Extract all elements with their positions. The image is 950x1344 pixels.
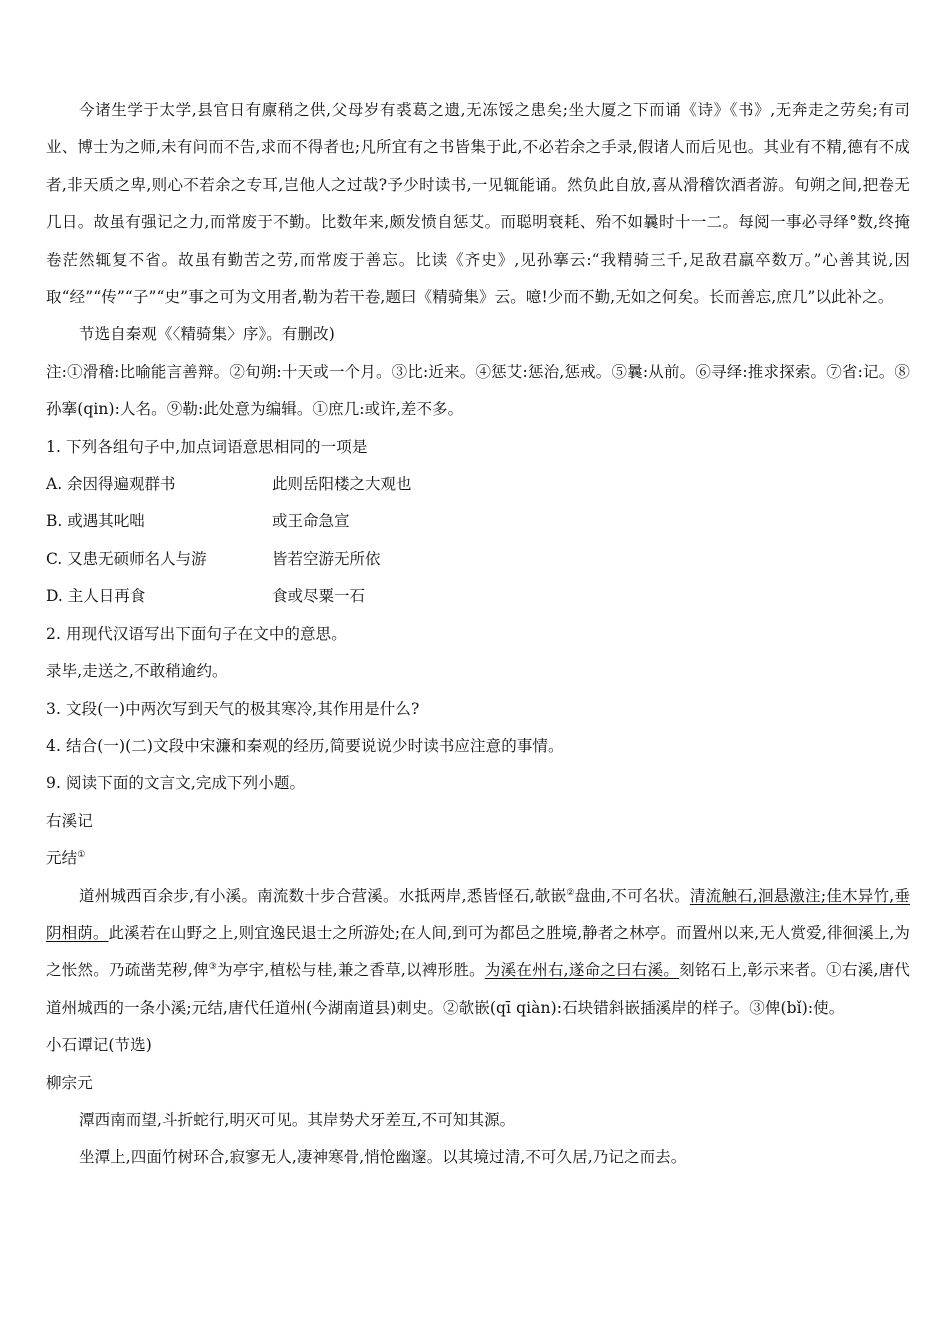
xiaoshitanji-paragraph-2: 坐潭上,四面竹树环合,寂寥无人,凄神寒骨,悄怆幽邃。以其境过清,不可久居,乃记之而去。 [79,1148,687,1167]
option-b-left: B. 或遇其叱咄 [46,512,145,531]
footnote-mark-3: ③ [208,962,218,973]
passage-paragraph: 今诸生学于太学,县官日有廪稍之供,父母岁有裘葛之遗,无冻馁之患矣;坐大厦之下而诵《诗》《书》,无奔走之劳矣;有司业、博士为之师,未有问而不告,求而不得者也;凡所宜有之书皆集于此,不必若余之手录,假诸人而后见也。其业有不精,德有不成者,非天质之卑,则心不若余之专耳,岂他人之过哉?予少时读书,一见辄能诵。然负此自放,喜从滑稽饮酒者游。旬朔之间,把卷无几日。故虽有强记之力,而常废于不勤。比数年来,颇发愤自惩艾。而聪明衰耗、殆不如曩时十一二。每阅一事必寻绎°数,终掩卷茫然辄复不省。故虽有勤苦之劳,而常废于善忘。比读《齐史》,见孙搴云:“我精骑三千,足敌君羸卒数万。”心善其说,因取“经”“传”“子”“史”事之可为文用者,勒为若干卷,题曰《精骑集》云。噫!少而不勤,无如之何矣。长而善忘,庶几”以此补之。 [46,101,910,307]
option-c-right: 皆若空游无所依 [272,549,381,568]
option-a [46,466,910,503]
question-2: 2. 用现代汉语写出下面句子在文中的意思。 [46,624,347,643]
xiaoshitanji-paragraph-1: 潭西南而望,斗折蛇行,明灭可见。其岸势犬牙差互,不可知其源。 [79,1110,516,1129]
option-a-left: A. 余因得遍观群书 [46,475,176,494]
footnote-mark-2: ② [566,887,575,898]
option-d-right: 食或尽粟一石 [272,587,366,606]
passage-notes: 注:①滑稽:比喻能言善辩。②旬朔:十天或一个月。③比:近来。④惩艾:惩治,惩戒。⑤曩:从前。⑥寻绎:推求探索。⑦省:记。⑧孙搴(qin):人名。⑨勒:此处意为编辑。①庶几:或许,差不多。 [46,362,910,419]
item-9-heading: 9. 阅读下面的文言文,完成下列小题。 [46,774,306,793]
question-3: 3. 文段(一)中两次写到天气的极其寒冷,其作用是什么? [46,699,420,718]
option-a-right: 此则岳阳楼之大观也 [272,475,412,494]
author-liuzongyuan: 柳宗元 [46,1073,93,1092]
option-c [46,541,910,578]
underlined-sentence-1: 清流触石,洄悬激注;佳木异竹,垂阴相荫。 [46,886,910,942]
youxiji-paragraph: 道州城西百余步,有小溪。南流数十步合营溪。水抵两岸,悉皆怪石,欹嵌②盘曲,不可名状。清流触石,洄悬激注;佳木异竹,垂阴相荫。此溪若在山野之上,则宜逸民退士之所游处;在人间,到可为都邑之胜境,静者之林亭。而置州以来,无人赏爱,徘徊溪上,为之怅然。乃疏凿芜秽,俾③为亭宇,植松与桂,兼之香草,以裨形胜。为溪在州右,遂命之曰右溪。刻铭石上,彰示来者。①右溪,唐代道州城西的一条小溪;元结,唐代任道州(今湖南道县)刺史。②欹嵌(qī qiàn):石块错斜嵌插溪岸的样子。③俾(bǐ):使。 [46,886,911,1017]
title-youxiji: 右溪记 [46,811,93,830]
option-b [46,503,910,540]
author-yuanjie: 元结① [46,849,86,868]
footnote-mark-1: ① [77,849,86,860]
question-1: 1. 下列各组句子中,加点词语意思相同的一项是 [46,437,368,456]
underlined-sentence-2: 为溪在州右,遂命之曰右溪。 [484,961,680,980]
passage-source: 节选自秦观《〈精骑集〉序》。有删改) [79,325,335,344]
option-d-left: D. 主人日再食 [46,587,146,606]
question-2-sentence: 录毕,走送之,不敢稍逾约。 [46,662,228,681]
question-4: 4. 结合(一)(二)文段中宋濂和秦观的经历,简要说说少时读书应注意的事情。 [46,736,564,755]
option-b-right: 或王命急宣 [272,512,350,531]
option-c-left: C. 又患无硕师名人与游 [46,549,207,568]
option-d [46,578,910,615]
title-xiaoshitanji: 小石谭记(节选) [46,1036,152,1055]
